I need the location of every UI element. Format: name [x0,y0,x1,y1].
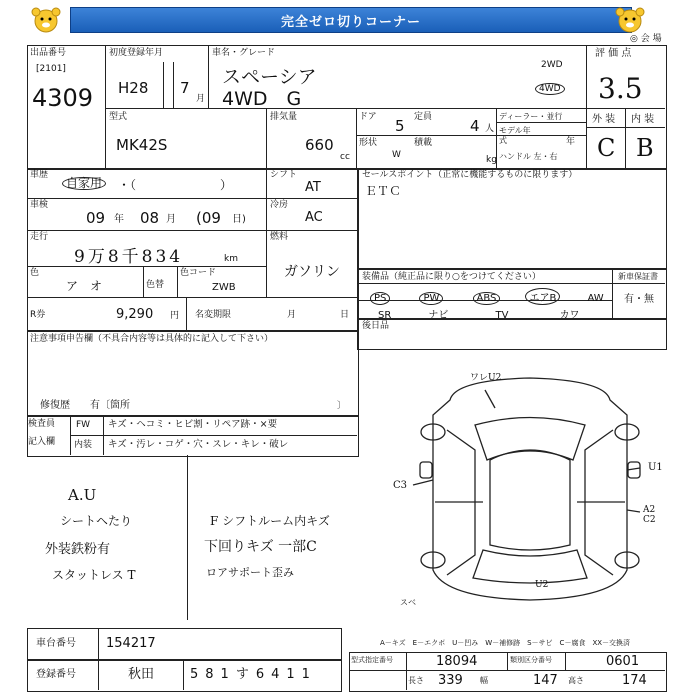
repair-label: 修復歴 有〔箇所 [40,400,130,411]
model-name: スペーシア [222,66,317,88]
class-number: 0601 [606,654,640,669]
equip-navi: ナビ [428,310,449,321]
car-roof [490,450,570,550]
car-damage-diagram [395,370,665,610]
equip-sr: SR [378,310,392,321]
color-value: ア オ [66,279,103,293]
shape-label: 形状 [359,138,378,148]
entry-label: 記入欄 [28,437,56,447]
door-label: ドア [359,112,377,122]
ac-value: AC [305,210,323,225]
mirror-left [420,462,432,478]
interior-grade: B [636,134,654,162]
plate-number: 581す6411 [190,667,317,682]
rear-glass [473,550,587,583]
width-label: 幅 [480,676,488,685]
dealer-label: ディーラー・並行 [499,112,563,121]
shift-value: AT [305,180,321,195]
damage-legend: A－キズ E－エクボ U－凹み W－補修跡 S－サビ C－腐食 XX－交換済 [380,639,631,647]
inspection-month: 08 [140,209,160,227]
kg-unit: kg [486,155,497,165]
mascot-bear-icon [28,5,64,35]
km-unit: km [224,254,238,264]
drive-2wd: 2WD [541,60,563,70]
repair-end: 〕 [337,401,347,411]
width-value: 147 [533,673,558,688]
year-unit: 年 [566,137,576,147]
ac-label: 冷房 [270,200,289,210]
note-line-1: A.U [68,486,97,504]
handle-label: ハンドル 左・右 [499,152,558,161]
damage-mark-rear-left: スベ [400,598,416,607]
note-right-1: F シフトルーム内キズ [210,514,330,528]
height-label: 高さ [568,676,584,685]
score-label: 評 価 点 [595,48,632,59]
inspection-label: 車検 [30,200,49,210]
attachments-box [357,318,667,350]
mascot-bear-icon [612,5,648,35]
type-code: MK42S [116,136,168,154]
capacity-label: 定員 [414,112,433,122]
attachments-label: 後日品 [362,321,390,331]
tax-value: 9,290 [116,307,154,322]
cc-unit: cc [340,152,350,162]
fw-label: FW [76,420,91,430]
cert-label: 型式指定番号 [351,656,393,664]
inspection-year: 09 [86,209,106,227]
capacity-value: 4 [470,117,480,135]
transfer-label: 名変期限 [195,310,232,320]
category-value: 自家用 [62,177,106,190]
equip-pw: PW [419,292,443,305]
note-right-3: ロアサポート歪み [206,566,294,579]
car-outline [433,378,627,600]
color-code-label: 色コード [180,268,217,278]
transfer-day: 日 [340,310,350,320]
type-label: 型式 [109,112,128,122]
windshield [475,418,585,461]
inspector-label: 検査員 [28,419,56,429]
warranty-value: 有・無 [624,294,654,305]
equip-airbag: エアB [525,288,560,305]
mileage-value: 9万8千834 [74,247,184,267]
day-char: 日) [232,214,246,225]
shift-label: シフト [270,170,298,180]
color-code: ZWB [212,282,236,293]
equip-ps: PS [370,292,390,305]
sales-point-box [357,168,667,270]
lot-number: 4309 [32,84,94,112]
inspection-day: (09 [196,209,221,227]
chassis-number: 154217 [106,636,156,651]
tax-label: R券 [30,310,46,320]
reg-era: H28 [118,79,149,97]
displacement-value: 660 [305,136,334,154]
exterior-grade: C [597,134,616,162]
yen-unit: 円 [170,311,180,321]
exterior-label: 外 装 [592,114,616,125]
length-value: 339 [438,673,463,688]
model-label: 車名・グレード [212,48,276,58]
repaint-label: 色替 [146,280,165,290]
mileage-label: 走行 [30,232,49,242]
equip-tv: TV [495,310,509,321]
venue-mark: ◎ 会 場 [630,34,662,44]
category-label: 車歴 [30,170,49,180]
month-unit: 月 [196,94,206,104]
score-value: 3.5 [598,72,643,105]
category-rest: ・（ ） [118,178,233,192]
first-reg-label: 初度登録年月 [109,48,164,58]
damage-mark-right-rear: A2 C2 [643,505,656,525]
interior-label: 内 装 [631,114,655,125]
lot-code: [2101] [36,64,66,74]
interior-entry-label: 内装 [74,440,93,450]
damage-mark-rear: U2 [535,580,549,590]
shape-value: W [392,150,401,160]
chassis-label: 車台番号 [36,638,76,649]
sales-point-value: ＥＴＣ [365,184,402,198]
equipment-label: 装備品（純正品に限り○をつけてください） [362,272,541,282]
note-line-4: スタットレス T [52,568,136,582]
model-grade: 4WD G [222,88,302,110]
drive-4wd: 4WD [535,83,565,95]
damage-mark-right: U1 [648,462,663,473]
cert-number: 18094 [436,654,478,669]
interior-damage-list: キズ・汚レ・コゲ・穴・スレ・キレ・破レ [108,439,289,450]
door-count: 5 [395,117,405,135]
notice-label: 注意事項申告欄（不具合内容等は具体的に記入して下さい） [30,334,274,344]
damage-mark-front: ワレU2 [470,373,502,383]
color-label: 色 [30,268,40,278]
sales-point-label: セールスポイント（正常に機能するものに限ります） [362,170,578,180]
model-year-label: モデル年式 [499,126,531,145]
warranty-label: 新車保証書 [618,272,658,281]
height-value: 174 [622,673,647,688]
page-banner: 完全ゼロ切りコーナー [70,7,632,33]
length-label: 長さ [408,676,424,685]
fuel-label: 燃料 [270,232,289,242]
note-right-2: 下回りキズ 一部C [204,539,317,555]
note-line-2: シートヘたり [60,514,133,528]
displacement-label: 排気量 [270,112,298,122]
class-label: 類別区分番号 [510,656,552,664]
fw-damage-list: キズ・ヘコミ・ヒビ割・リペア跡・×要 [108,419,278,430]
person-unit: 人 [485,124,495,134]
plate-label: 登録番号 [36,669,76,680]
equip-leather: カワ [559,310,580,321]
equip-aw: AW [587,293,604,304]
plate-area: 秋田 [128,667,155,682]
year-char: 年 [114,214,124,225]
lot-label: 出品番号 [30,48,67,58]
transfer-month: 月 [287,310,297,320]
damage-mark-left: C3 [393,480,408,491]
load-label: 積載 [414,138,433,148]
month-char: 月 [166,214,176,225]
equip-abs: ABS [473,292,501,305]
note-line-3: 外装鉄粉有 [45,542,111,557]
reg-month: 7 [180,79,190,97]
fuel-value: ガソリン [284,264,340,280]
